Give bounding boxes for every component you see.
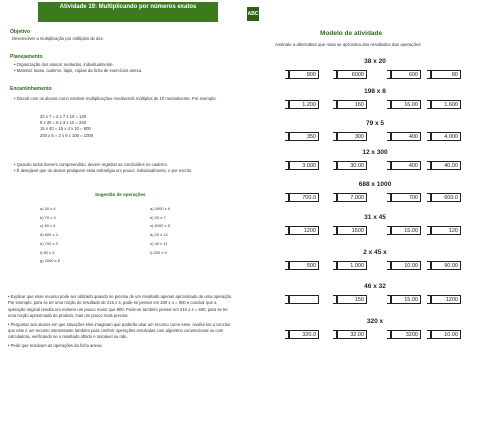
answer-option[interactable]: 350 [289,132,319,141]
answer-option[interactable]: 6000 [337,70,367,79]
operation: c) 60 x 4 [40,223,56,229]
answer-option[interactable]: 400 [391,132,421,141]
answer-option[interactable]: 7.000 [337,193,367,202]
examples [40,114,93,139]
sugestao-heading: Sugestão de operações [95,192,146,197]
answer-option[interactable]: 150 [337,295,367,304]
answer-option[interactable]: 40.00 [431,161,461,170]
answer-option[interactable]: 160 [337,100,367,109]
answer-option[interactable]: 600 [391,70,421,79]
question-title: 198 x 8 [364,88,386,95]
answer-option[interactable]: 700 [391,193,421,202]
operation: d) 20 x 12 [150,232,168,238]
answer-option[interactable]: 300 [337,132,367,141]
answer-option[interactable]: 1.000 [337,261,367,270]
activity-header [38,2,259,22]
answer-option[interactable]: 1500 [337,226,367,235]
answer-option[interactable]: 3200 [391,330,421,339]
planejamento-list [14,62,142,74]
enc-intro: • Discuti com os alunos como resolver multiplicações envolvendo múltiplos de 10 mentalmente. Por exemplo: [14,96,217,101]
bottom-items [8,294,233,349]
operation: e) 40 x 11 [150,240,168,246]
operation: f) 80 x 3 [40,249,55,255]
question-title: 79 x 5 [365,120,385,127]
answer-option[interactable]: 120 [431,226,461,235]
answer-option[interactable]: 15.00 [391,226,421,235]
answer-option[interactable]: 1200 [289,226,319,235]
answer-option[interactable]: 90.00 [431,261,461,270]
question-title: 46 x 32 [364,283,386,290]
answer-option[interactable]: 32.00 [337,330,367,339]
list-item: • Pedir que resolvam as operações da ficha anexa. [8,342,103,348]
answer-option[interactable]: 1200 [431,295,461,304]
objetivo-heading: Objetivo [10,29,31,35]
list-item: • Organização dos alunos: sentados, individualmente. [14,62,114,67]
abc-icon: ABC [246,6,260,22]
question-title: 688 x 1000 [358,181,392,188]
operation: a) 3000 x 9 [150,206,171,211]
answer-option[interactable]: 10.00 [391,261,421,270]
planejamento-heading: Planejamento [10,54,43,60]
operation: d) 600 x 4 [40,232,58,238]
example-line: 8 x 30 = 8 x 3 x 10 = 240 [40,120,87,126]
answer-option[interactable] [289,295,319,304]
activity-title: Atividade 19: Multiplicando por números exatos [59,4,197,10]
operation: c) 6000 x 5 [150,223,170,229]
operation: f) 200 x 9 [150,249,167,255]
encaminhamento-heading: Encaminhamento [10,86,52,92]
answer-option[interactable]: 16.00 [391,100,421,109]
list-item: • Perguntar aos alunos em que situações eles imaginam que poderão usar um recurso como esse. Auxiliá-los a concluir que este é um recurso interessante também para conferir operações resolvidas com algoritmo convencional ou com calculadora, verificando se o resultado obtido é razoável ou não. [8,321,231,340]
example-line: 200 x 5 = 2 x 5 x 100 = 1000 [40,132,94,138]
question-title: 38 x 20 [364,58,386,65]
list-item: • É desejável que os alunos pratiquem essa estratégia um pouco, individualmente, e por escrito. [14,168,193,174]
answer-option[interactable]: 3.000 [289,161,319,170]
list-item: • Material: lousa, caderno, lápis, cópias da ficha de exercícios anexa. [14,68,143,74]
instruction-text: Assinale a alternativa que mais se aproxima dos resultados das operações [275,42,421,47]
operation: a) 30 x 4 [40,206,56,211]
objetivo-text: Desenvolver a multiplicação por múltiplos de dez. [12,36,104,41]
answer-option[interactable]: 1.600 [431,100,461,109]
question-title: 12 x 300 [362,149,388,156]
activity-model-title: Modelo de atividade [320,30,383,37]
answer-option[interactable]: 400 [391,161,421,170]
answer-option[interactable]: 600.0 [431,193,461,202]
operation: b) 70 x 3 [40,214,56,220]
question-title: 320 x [366,318,384,325]
question-title: 2 x 45 x [363,249,387,256]
answer-option[interactable]: 4.000 [431,132,461,141]
operation: e) 700 x 3 [40,240,58,246]
answer-option[interactable]: 10.00 [431,330,461,339]
answer-option[interactable]: 500 [289,261,319,270]
answer-option[interactable]: 800 [289,70,319,79]
list-item: • Quando todos tiverem compreendido, devem registrar as conclusões no caderno. [14,162,168,167]
enc-items [14,162,234,174]
answer-option[interactable]: 80 [431,70,461,79]
ops-left [40,205,60,266]
answer-option[interactable]: 15.00 [391,295,421,304]
list-item: • Explicar que esse recurso pode ser utilizado quando se precisa de um resultado apenas aproximado de uma operação. Por exemplo, para se ter uma noção do resultado de 215 x 4, pode-se pensar em 200 x 4 = 800 e concluir que a operação original resulta um número um pouco maior que 800. Pode-se também pensar em 210 x 4 = 840, para se ter uma noção aproximada do produto, mas um pouco mais precisa. [8,294,233,319]
operation: b) 20 x 7 [150,214,166,220]
answer-option[interactable]: 30.00 [337,161,367,170]
ops-right [150,205,170,257]
operation: g) 2000 x 5 [40,258,61,264]
answer-option[interactable]: 1.200 [289,100,319,109]
answer-option[interactable]: 700.0 [289,193,319,202]
answer-option[interactable]: 320.0 [289,330,319,339]
question-title: 31 x 45 [364,214,386,221]
example-line: 20 x 7 = 2 x 7 x 10 = 140 [40,114,87,119]
example-line: 15 x 40 = 15 x 4 x 10 = 600 [40,126,91,132]
